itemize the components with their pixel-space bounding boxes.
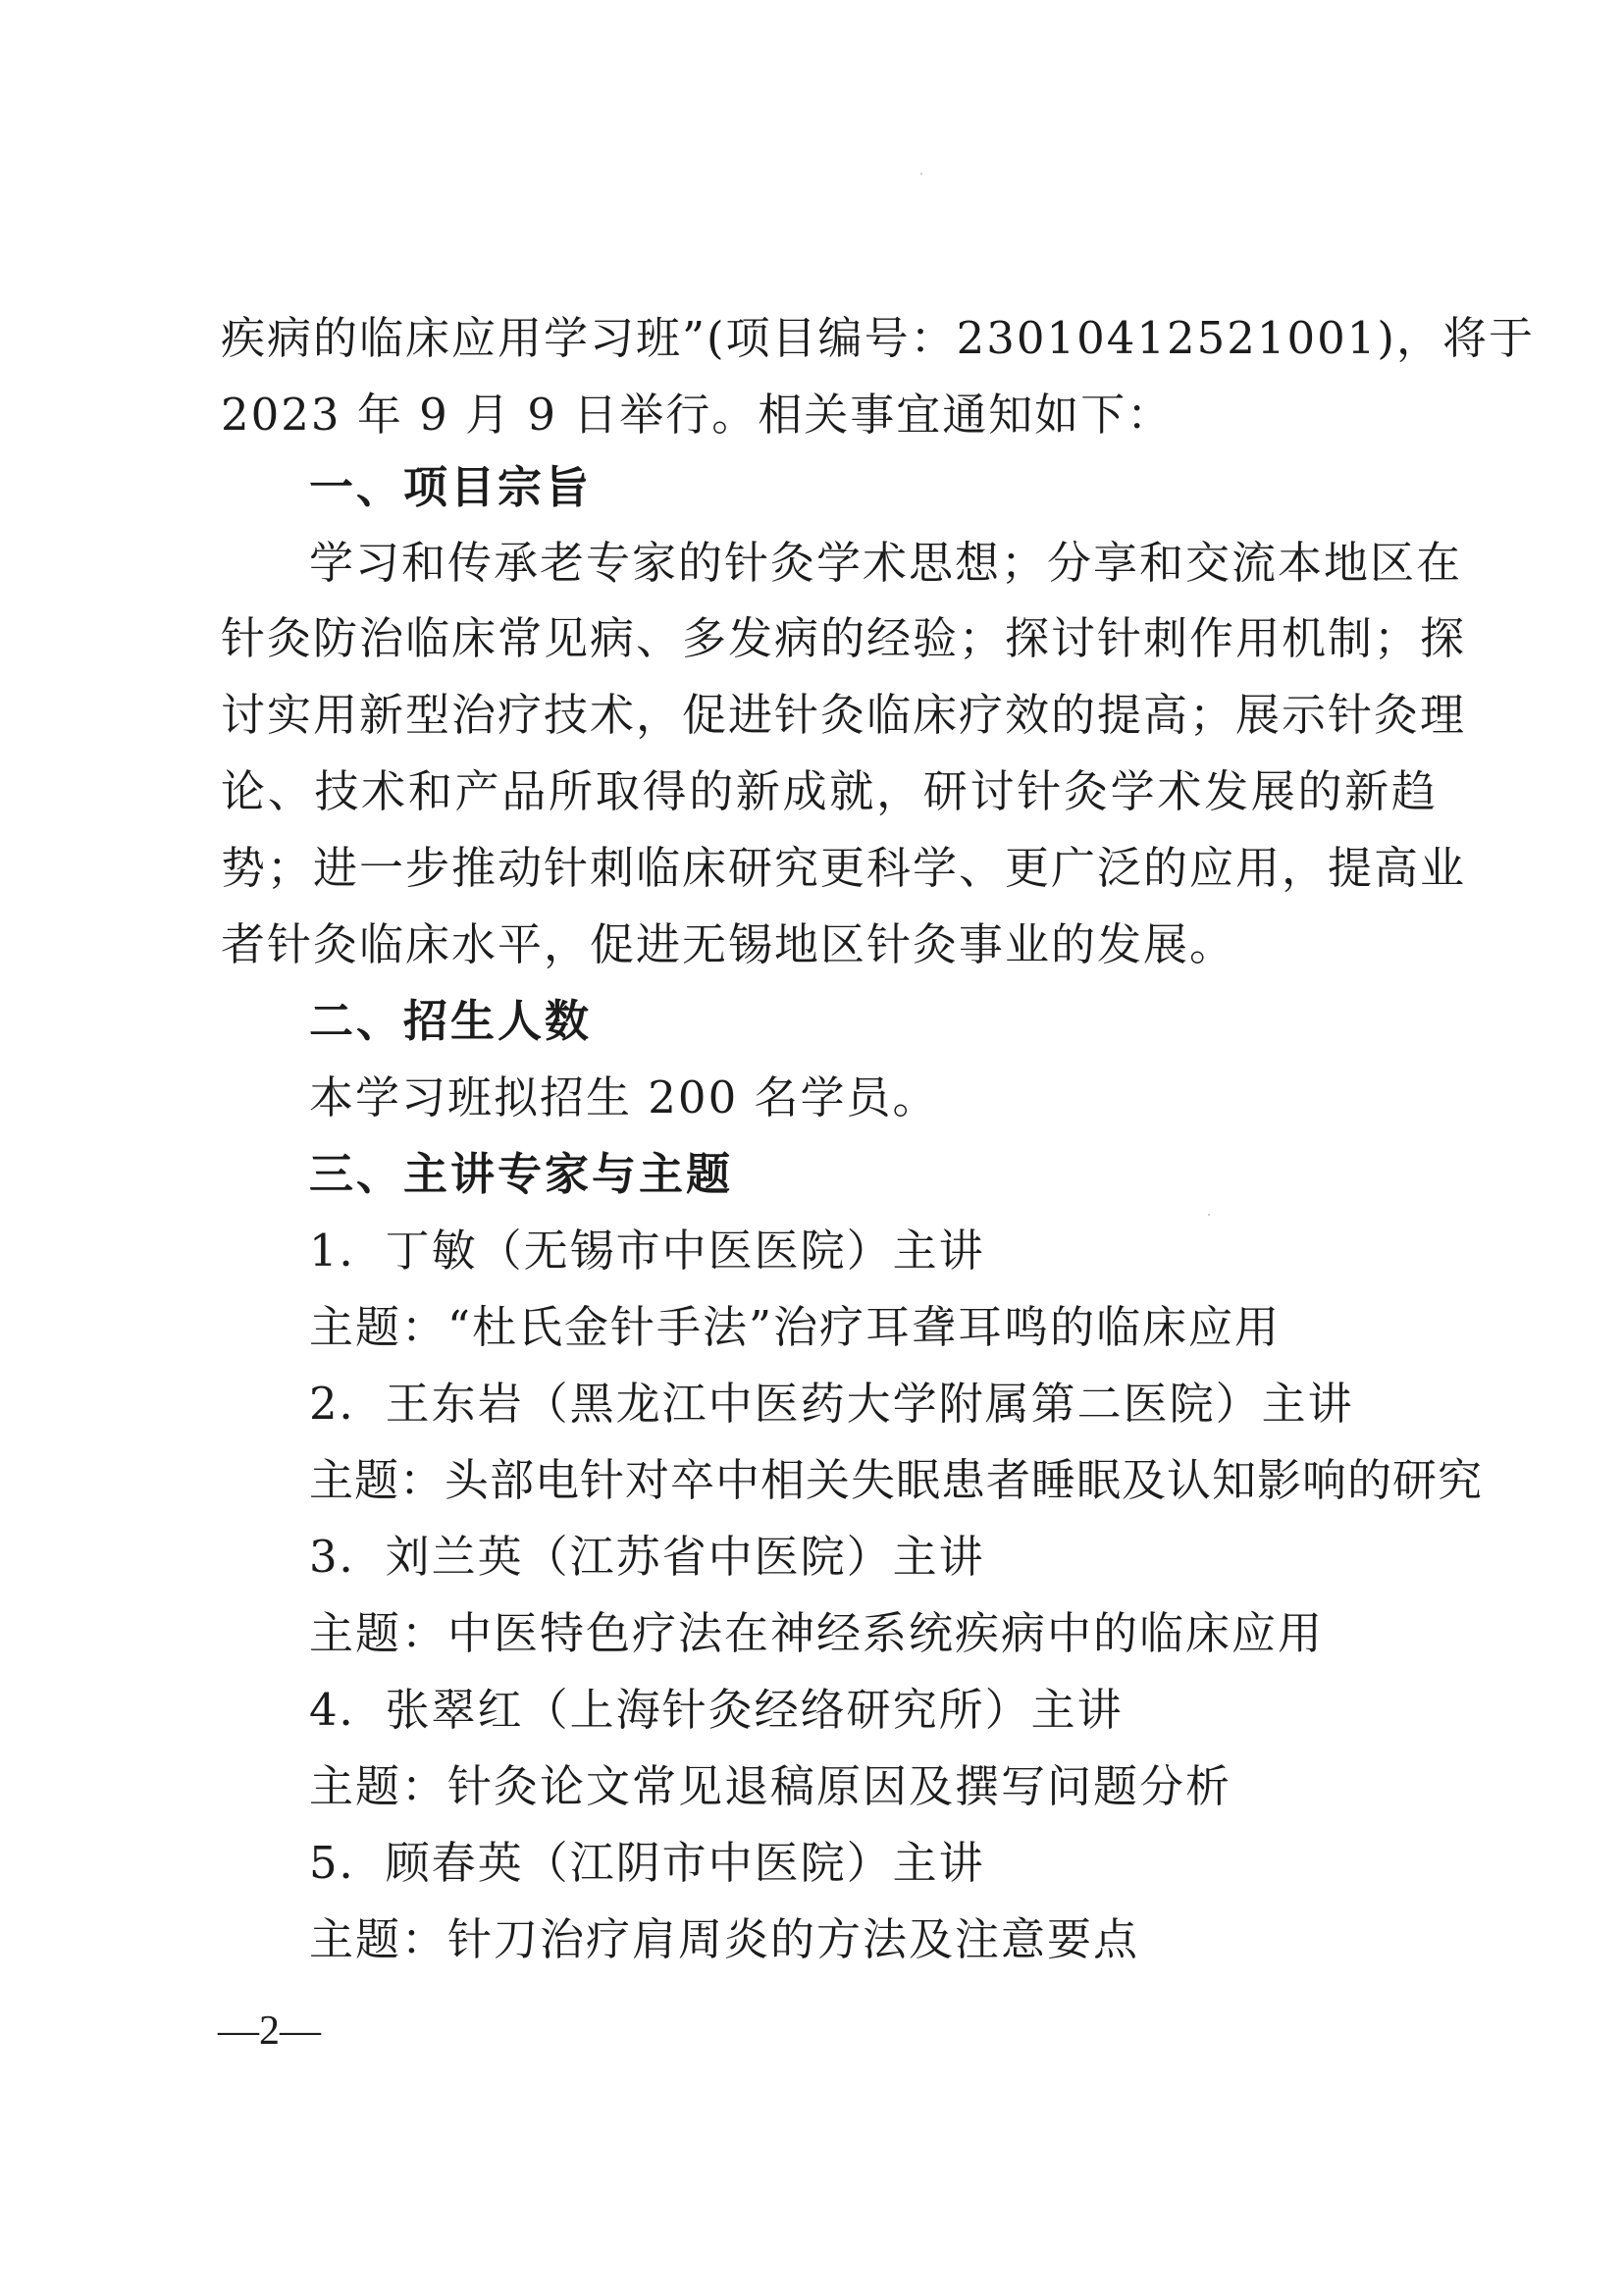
- topic-line: 主题：头部电针对卒中相关失眠患者睡眠及认知影响的研究: [309, 1454, 1484, 1506]
- paragraph-line: 针灸防治临床常见病、多发病的经验；探讨针刺作用机制；探: [221, 612, 1467, 664]
- paragraph-line: 势；进一步推动针刺临床研究更科学、更广泛的应用，提高业: [221, 842, 1467, 894]
- speaker-line: 2．王东岩（黑龙江中医药大学附属第二医院）主讲: [309, 1378, 1354, 1430]
- body-text-line: 2023 年 9 月 9 日举行。相关事宜通知如下：: [221, 389, 1174, 441]
- speaker-line: 1．丁敏（无锡市中医医院）主讲: [309, 1225, 985, 1277]
- topic-line: 主题：中医特色疗法在神经系统疾病中的临床应用: [309, 1607, 1325, 1659]
- paragraph-line: 论、技术和产品所取得的新成就，研讨针灸学术发展的新趋: [221, 765, 1438, 817]
- topic-line: 主题：“杜氏金针手法”治疗耳聋耳鸣的临床应用: [309, 1301, 1282, 1353]
- paragraph-line: 者针灸临床水平，促进无锡地区针灸事业的发展。: [221, 918, 1236, 970]
- paragraph-line: 讨实用新型治疗技术，促进针灸临床疗效的提高；展示针灸理: [221, 689, 1467, 741]
- scan-speck: [920, 173, 922, 175]
- speaker-line: 4．张翠红（上海针灸经络研究所）主讲: [309, 1684, 1124, 1736]
- topic-line: 主题：针刀治疗肩周炎的方法及注意要点: [309, 1913, 1140, 1965]
- page-number: —2—: [218, 2009, 321, 2054]
- section-heading: 三、主讲专家与主题: [309, 1148, 734, 1200]
- speaker-line: 5．顾春英（江阴市中医院）主讲: [309, 1837, 985, 1889]
- scan-speck: [1208, 1214, 1210, 1216]
- body-text-line: 疾病的临床应用学习班”(项目编号：23010412521001)，将于: [221, 312, 1535, 364]
- topic-line: 主题：针灸论文常见退稿原因及撰写问题分析: [309, 1760, 1232, 1812]
- section-heading: 一、项目宗旨: [309, 461, 593, 513]
- section-heading: 二、招生人数: [309, 995, 593, 1047]
- paragraph-line: 本学习班拟招生 200 名学员。: [309, 1071, 939, 1123]
- speaker-line: 3．刘兰英（江苏省中医院）主讲: [309, 1531, 985, 1583]
- paragraph-line: 学习和传承老专家的针灸学术思想；分享和交流本地区在: [309, 537, 1463, 589]
